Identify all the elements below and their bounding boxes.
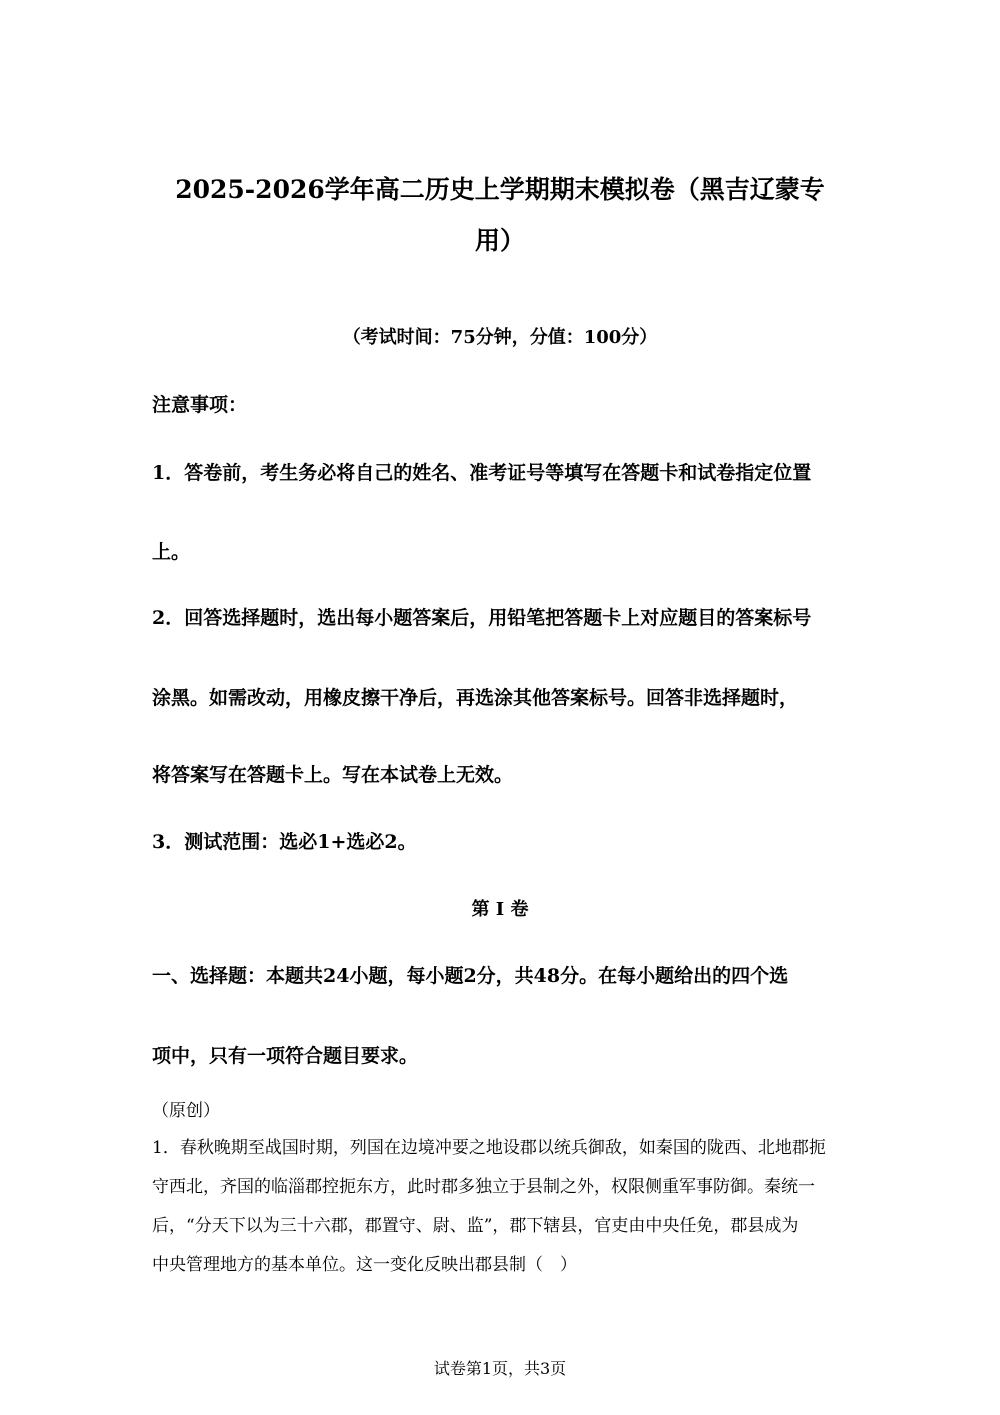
source-tag: （原创）: [152, 1101, 220, 1121]
notice-heading: 注意事项：: [152, 394, 248, 416]
page-footer: 试卷第1页，共3页: [433, 1359, 567, 1378]
notice-1-line-1: 1．答卷前，考生务必将自己的姓名、准考证号等填写在答题卡和试卷指定位置: [152, 462, 812, 484]
exam-title-line-1: 2025-2026学年高二历史上学期期末模拟卷（黑吉辽蒙专: [175, 175, 825, 204]
exam-title-line-2: 用）: [474, 226, 525, 255]
notice-2-line-3: 将答案写在答题卡上。写在本试卷上无效。: [152, 764, 514, 786]
question-1-line-3: 后，“分天下以为三十六郡，郡置守、尉、监”，郡下辖县，官吏由中央任免，郡县成为: [152, 1216, 799, 1236]
question-1-line-2: 守西北，齐国的临淄郡控扼东方，此时郡多独立于县制之外，权限侧重军事防御。秦统一: [152, 1177, 815, 1197]
notice-1-line-2: 上。: [152, 541, 191, 563]
question-1-line-4: 中央管理地方的基本单位。这一变化反映出郡县制（ ）: [152, 1255, 577, 1275]
notice-3: 3．测试范围：选必1+选必2。: [152, 831, 417, 853]
section-1-line-1: 一、选择题：本题共24小题，每小题2分，共48分。在每小题给出的四个选: [152, 965, 789, 987]
notice-2-line-1: 2．回答选择题时，选出每小题答案后，用铅笔把答题卡上对应题目的答案标号: [152, 607, 812, 629]
question-1-line-1: 1．春秋晚期至战国时期，列国在边境冲要之地设郡以统兵御敌，如秦国的陇西、北地郡扼: [152, 1138, 826, 1158]
notice-2-line-2: 涂黑。如需改动，用橡皮擦干净后，再选涂其他答案标号。回答非选择题时，: [152, 687, 799, 709]
exam-subtitle: （考试时间：75分钟，分值：100分）: [342, 327, 658, 348]
volume-label: 第 I 卷: [471, 899, 529, 920]
section-1-line-2: 项中，只有一项符合题目要求。: [152, 1045, 419, 1067]
